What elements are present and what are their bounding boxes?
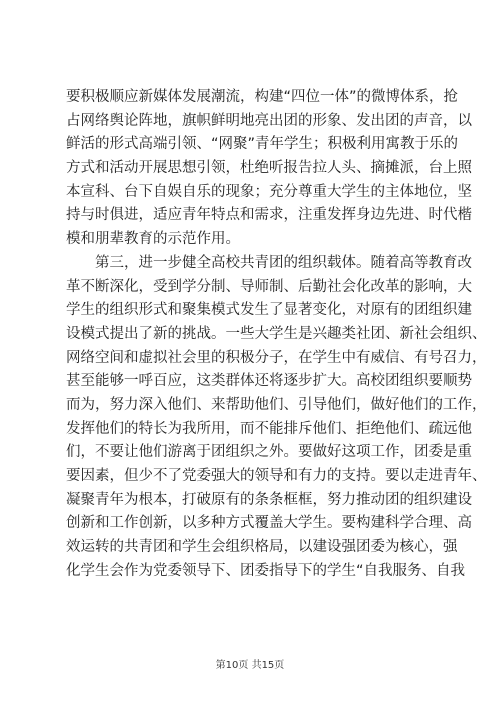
paragraph-start-line: 第三，进一步健全高校共青团的组织载体。随着高等教育改 (95, 254, 472, 271)
text-line: 而为，努力深入他们、来帮助他们、引导他们，做好他们的工作， (66, 396, 487, 413)
text-line: 网络空间和虚拟社会里的积极分子，在学生中有威信、有号召力， (66, 349, 487, 366)
text-line: 要积极顺应新媒体发展潮流，构建“四位一体”的微博体系，抢 (66, 89, 459, 105)
text-line: 效运转的共青团和学生会组织格局，以建设强团委为核心，强 (66, 539, 458, 556)
text-line: 设模式提出了新的挑战。一些大学生是兴趣类社团、新社会组织、 (66, 325, 487, 342)
text-line: 学生的组织形式和聚集模式发生了显著变化，对原有的团组织建 (66, 302, 472, 319)
text-line: 本宣科、台下自娱自乐的现象；充分尊重大学生的主体地位，坚 (66, 183, 472, 200)
text-line: 们，不要让他们游离于团组织之外。要做好这项工作，团委是重 (66, 444, 472, 461)
text-line: 发挥他们的特长为我所用，而不能排斥他们、拒绝他们、疏远他 (66, 420, 472, 437)
text-line: 模和朋辈教育的示范作用。 (66, 231, 240, 248)
text-line: 鲜活的形式高端引领、“网聚”青年学生；积极利用寓教于乐的 (66, 136, 459, 153)
text-line: 方式和活动开展思想引领，杜绝听报告拉人头、摘摊派，台上照 (66, 160, 472, 177)
text-line: 占网络舆论阵地，旗帜鲜明地亮出团的形象、发出团的声音，以 (66, 112, 472, 129)
text-line: 甚至能够一呼百应，这类群体还将逐步扩大。高校团组织要顺势 (66, 373, 472, 390)
text-line: 革不断深化，受到学分制、导师制、后勤社会化改革的影响，大 (66, 278, 472, 295)
text-line: 化学生会作为党委领导下、团委指导下的学生“自我服务、自我 (66, 562, 466, 579)
body-text (66, 86, 487, 583)
text-line: 凝聚青年为根本，打破原有的条条框框，努力推动团的组织建设 (66, 491, 472, 508)
text-line: 要因素，但少不了党委强大的领导和有力的支持。要以走进青年、 (66, 468, 487, 484)
text-line: 持与时俱进，适应青年特点和需求，注重发挥身边先进、时代楷 (66, 207, 472, 224)
page-number-footer: 第10页 共15页 (215, 660, 285, 671)
text-line: 创新和工作创新，以多种方式覆盖大学生。要构建科学合理、高 (66, 515, 472, 532)
